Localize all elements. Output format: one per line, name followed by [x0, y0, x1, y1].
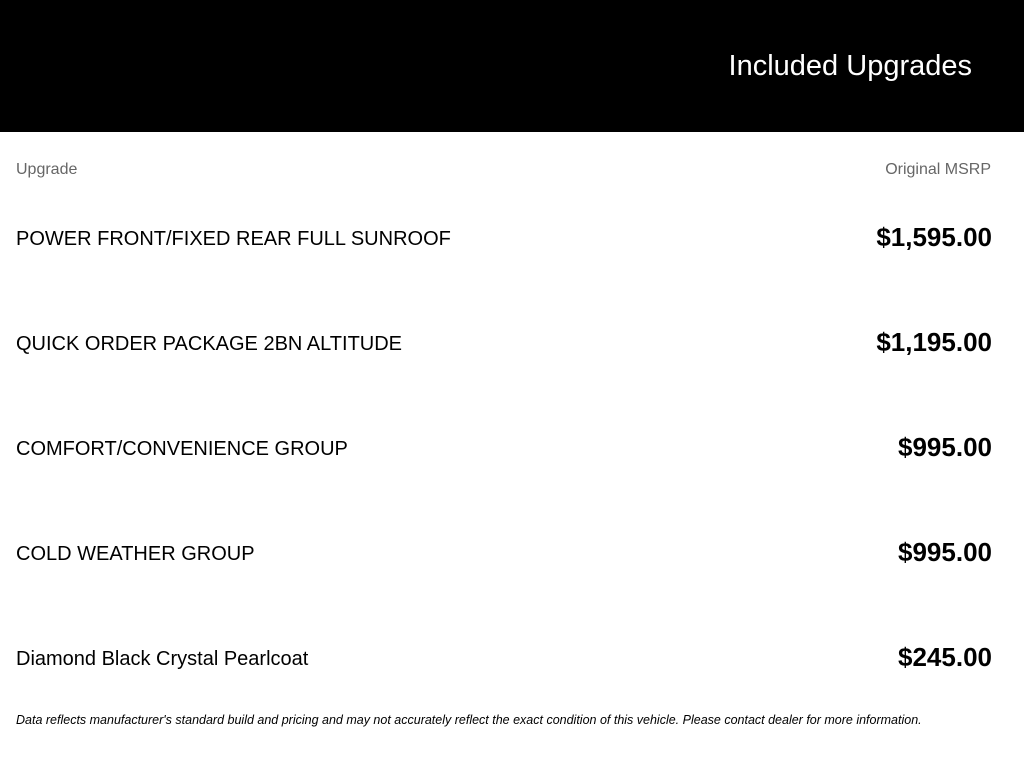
upgrade-row: [16, 213, 992, 318]
page-title: Included Upgrades: [728, 50, 972, 82]
upgrade-price: $995.00: [898, 537, 992, 567]
upgrade-price: $245.00: [898, 642, 992, 672]
upgrade-name: COMFORT/CONVENIENCE GROUP: [16, 438, 348, 460]
upgrade-row: [16, 423, 992, 528]
column-header-msrp: Original MSRP: [885, 161, 991, 178]
column-header-upgrade: Upgrade: [16, 161, 78, 178]
header-banner: [0, 0, 1024, 132]
upgrade-row: [16, 528, 992, 633]
upgrade-name: Diamond Black Crystal Pearlcoat: [16, 648, 309, 670]
column-headers: [16, 160, 991, 180]
disclaimer-text: Data reflects manufacturer's standard build and pricing and may not accurately reflect the exact condition of this vehicle. Please contact dealer for more information.: [16, 713, 922, 727]
upgrades-list: [16, 213, 992, 738]
upgrade-price: $1,195.00: [876, 327, 992, 357]
upgrade-price: $995.00: [898, 432, 992, 462]
upgrade-name: QUICK ORDER PACKAGE 2BN ALTITUDE: [16, 333, 403, 355]
upgrade-name: COLD WEATHER GROUP: [16, 543, 255, 565]
upgrade-price: $1,595.00: [876, 222, 992, 252]
upgrade-name: POWER FRONT/FIXED REAR FULL SUNROOF: [16, 228, 451, 250]
upgrade-row: [16, 318, 992, 423]
